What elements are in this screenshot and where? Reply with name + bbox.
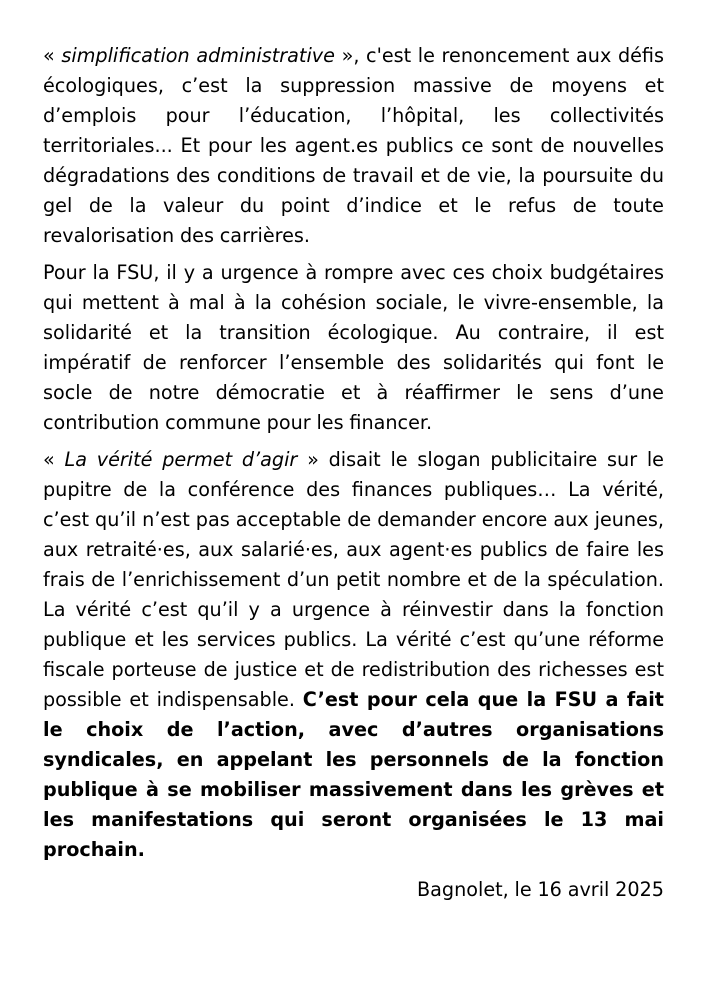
paragraph-simplification [43,41,664,251]
open-quote: « [43,44,62,67]
open-quote: « [43,448,65,471]
paragraph-text: » disait le slogan publicitaire sur le pupitre de la conférence des finances publiques… La vérité, c’est qu’il n’est pas acceptable de demander encore aux jeunes, aux retraité·es, aux salarié·es, aux agent·es publics de faire les frais de l’enrichissement d’un petit nombre et de la spéculation. La vérité c’est qu’il y a urgence à réinvestir dans la fonction publique et les services publics. La vérité c’est qu’une réforme fiscale porteuse de justice et de redistribution des richesses est possible et indispensable. [43,448,664,711]
quoted-slogan: La vérité permet d’agir [64,448,298,471]
quoted-phrase: simplification administrative [61,44,335,67]
paragraph-fsu-urgence: Pour la FSU, il y a urgence à rompre avec ces choix budgétaires qui mettent à mal à la cohésion sociale, le vivre-ensemble, la solidarité et la transition écologique. Au contraire, il est impératif de renforcer l’ensemble des solidarités qui font le socle de notre démocratie et à réaffirmer le sens d’une contribution commune pour les financer. [43,261,664,434]
call-to-action: C’est pour cela que la FSU a fait le choix de l’action, avec d’autres organisations syndicales, en appelant les personnels de la fonction publique à se mobiliser massivement dans les grèves et les manifestations qui seront organisées le 13 mai prochain. [43,688,664,861]
paragraph-text: », c'est le renoncement aux défis écologiques, c’est la suppression massive de moyens et d’emplois pour l’éducation, l’hôpital, les collectivités territoriales... Et pour les agent.es publics ce sont de nouvelles dégradations des conditions de travail et de vie, la poursuite du gel de la valeur du point d’indice et le refus de toute revalorisation des carrières. [43,44,665,247]
paragraph-verite [43,445,664,865]
signature-date: Bagnolet, le 16 avril 2025 [416,878,664,901]
document-body [43,41,664,912]
